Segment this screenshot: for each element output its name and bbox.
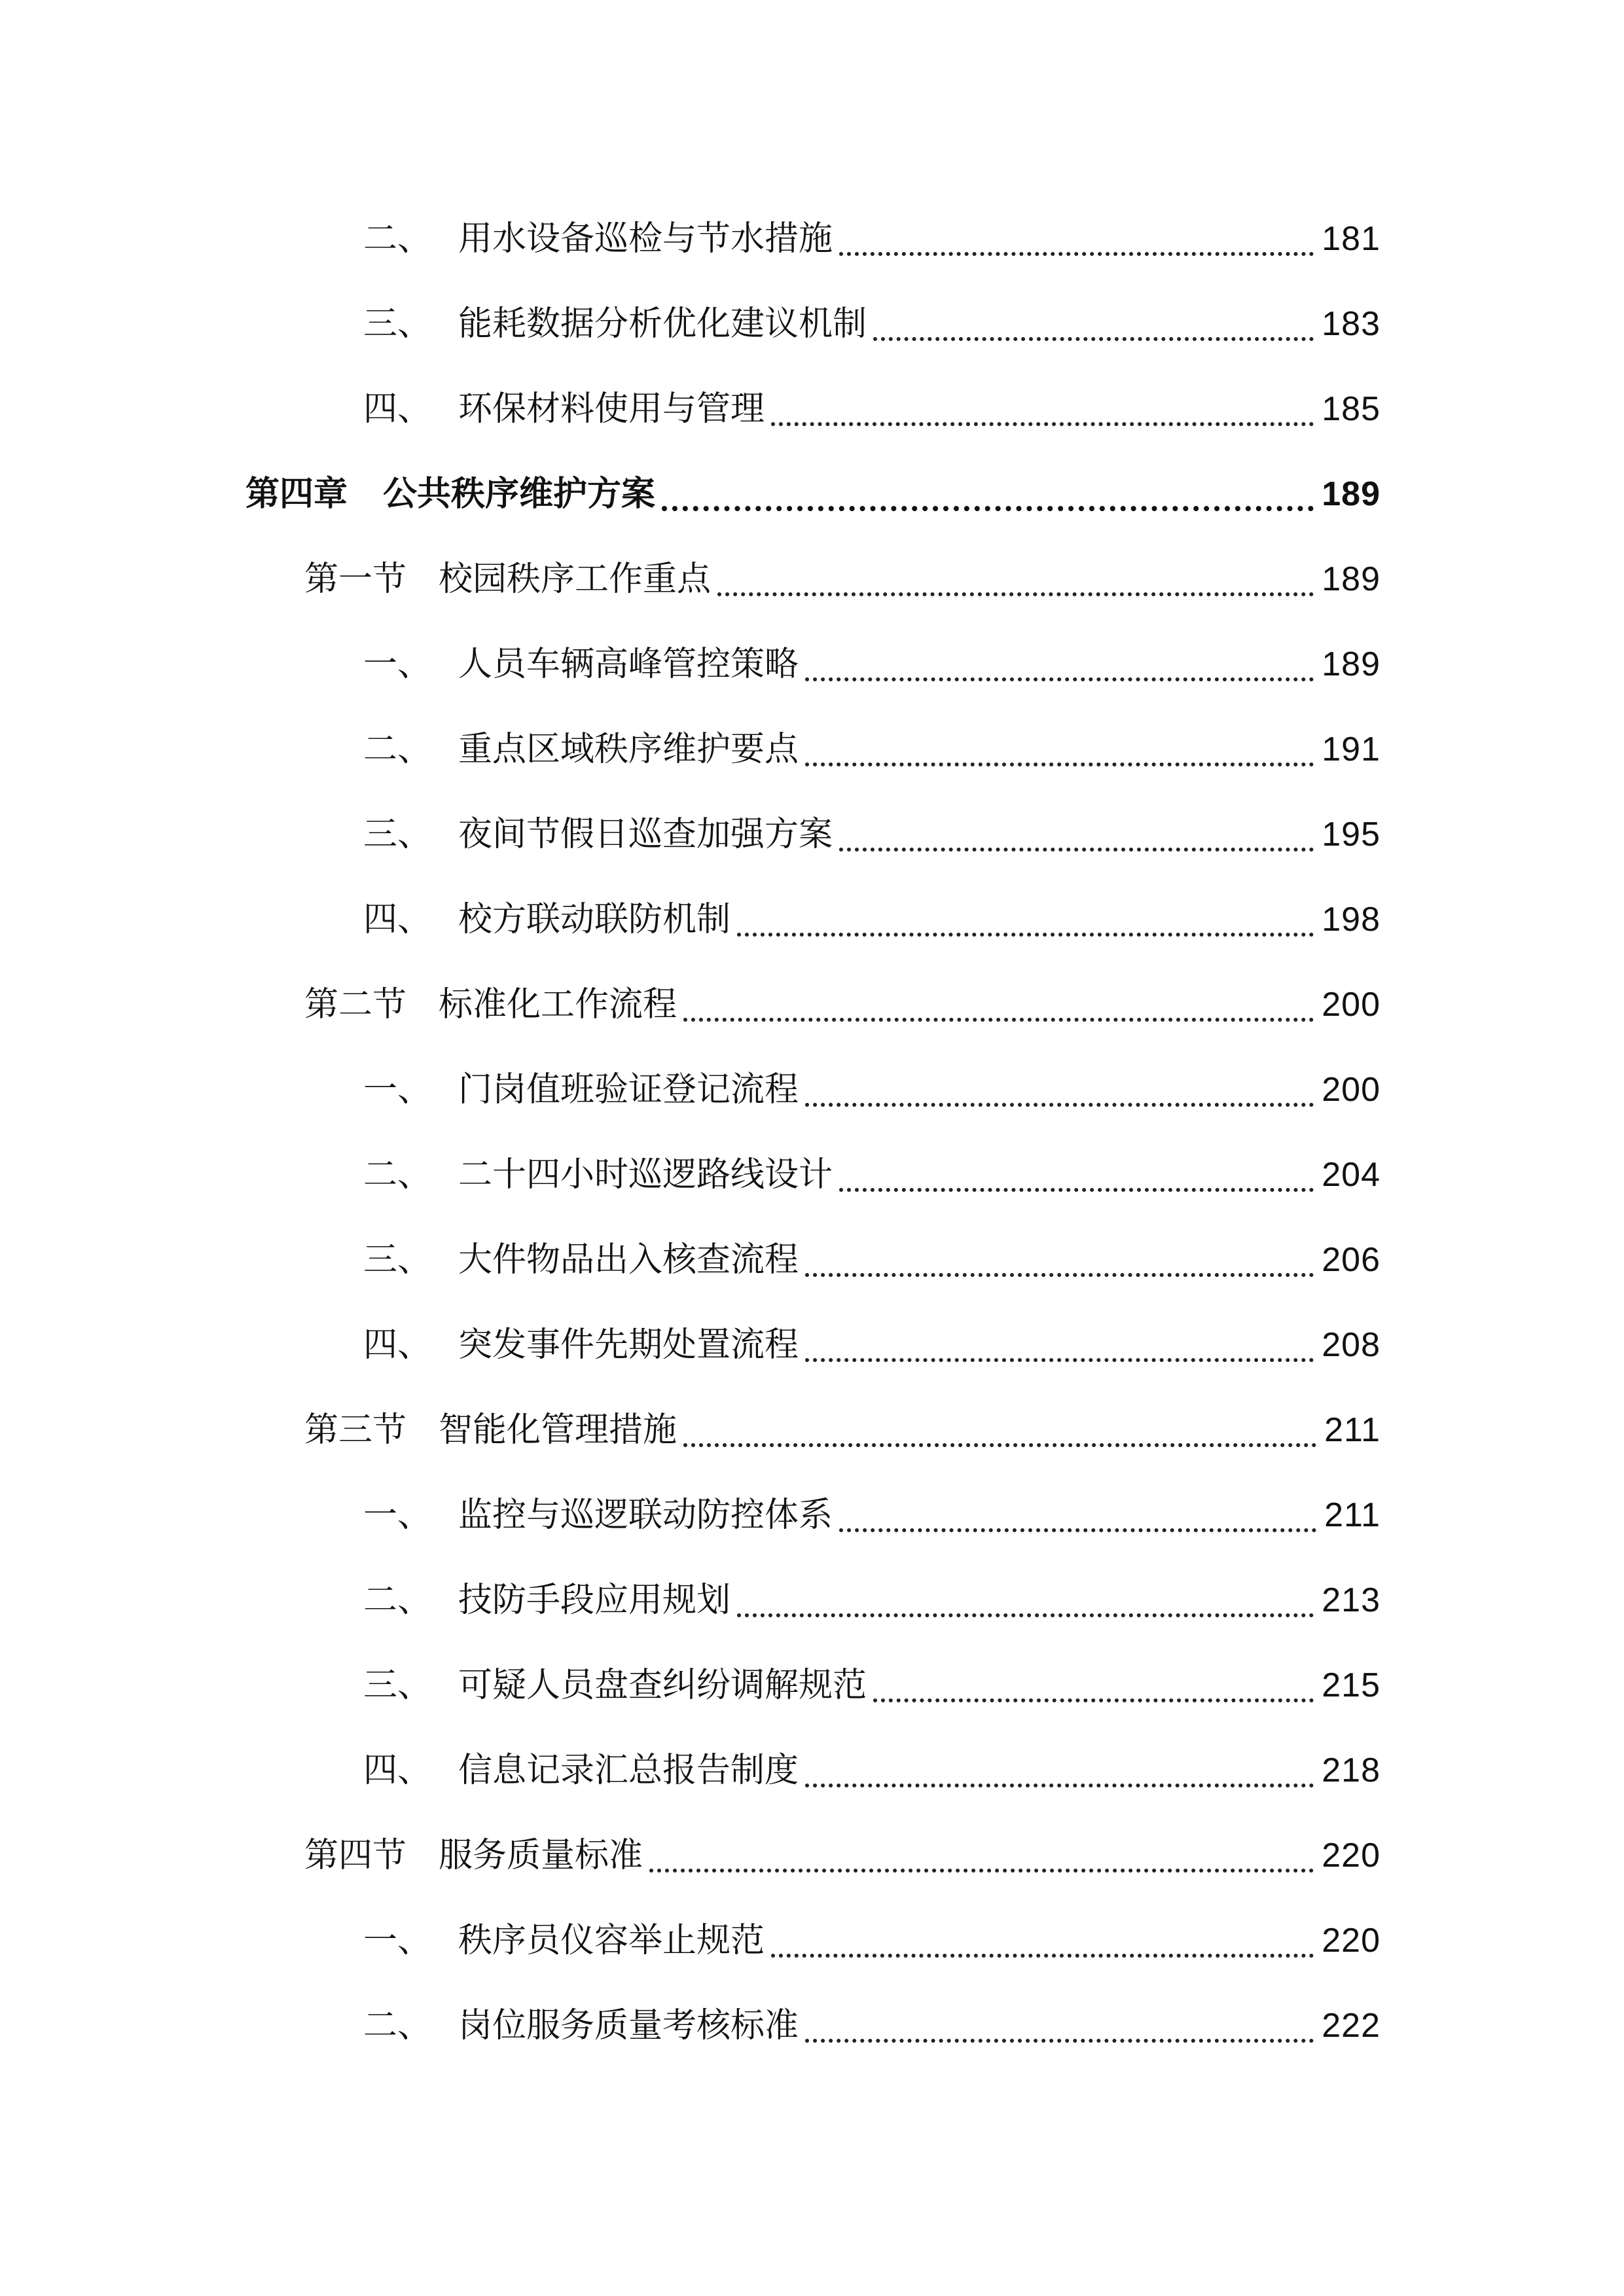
toc-section-entry[interactable] [304, 1404, 1380, 1456]
toc-entry[interactable] [363, 723, 1380, 776]
toc-entry-title: 标准化工作流程 [439, 985, 677, 1024]
toc-entry-title: 公共秩序维护方案 [383, 475, 656, 514]
toc-entry-title: 大件物品出入核查流程 [458, 1240, 799, 1280]
toc-entry-page: 200 [1322, 986, 1380, 1024]
toc-entry[interactable] [363, 638, 1380, 691]
toc-entry-page: 200 [1322, 1071, 1380, 1109]
toc-entry-number: 二、 [363, 730, 432, 769]
toc-entry-title: 重点区域秩序维护要点 [458, 730, 799, 769]
toc-entry[interactable] [363, 213, 1380, 265]
toc-entry-page: 185 [1322, 390, 1380, 428]
toc-entry-page: 198 [1322, 901, 1380, 939]
toc-section-entry[interactable] [304, 978, 1380, 1031]
toc-entry[interactable] [363, 1744, 1380, 1797]
toc-entry-page: 211 [1324, 1411, 1380, 1449]
toc-chapter-entry[interactable] [245, 468, 1380, 520]
toc-entry-number: 三、 [363, 1666, 432, 1705]
dot-leader [683, 1443, 1316, 1447]
toc-entry[interactable] [363, 1914, 1380, 1967]
toc-entry-title: 信息记录汇总报告制度 [458, 1751, 799, 1790]
toc-entry-number: 第二节 [304, 985, 407, 1024]
toc-entry-number: 第四节 [304, 1836, 407, 1875]
toc-entry-number: 二、 [363, 219, 432, 259]
toc-entry-number: 三、 [363, 815, 432, 854]
toc-entry-title: 夜间节假日巡查加强方案 [458, 815, 833, 854]
toc-entry-number: 一、 [363, 645, 432, 684]
toc-entry-page: 211 [1324, 1496, 1380, 1534]
dot-leader [805, 1103, 1314, 1107]
dot-leader [805, 2039, 1314, 2043]
toc-entry-number: 二、 [363, 2006, 432, 2045]
toc-entry-page: 181 [1322, 220, 1380, 258]
toc-entry-page: 189 [1322, 475, 1380, 513]
toc-entry-title: 能耗数据分析优化建议机制 [458, 304, 867, 344]
dot-leader [839, 1188, 1314, 1192]
toc-entry-number: 二、 [363, 1581, 432, 1620]
dot-leader [683, 1018, 1314, 1022]
toc-entry-title: 门岗值班验证登记流程 [458, 1070, 799, 1109]
toc-entry-title: 服务质量标准 [439, 1836, 643, 1875]
toc-entry-number: 第三节 [304, 1410, 407, 1450]
toc-entry[interactable] [363, 1574, 1380, 1626]
toc-section-entry[interactable] [304, 553, 1380, 605]
toc-entry-page: 220 [1322, 1837, 1380, 1874]
dot-leader [717, 592, 1314, 596]
toc-entry[interactable] [363, 1064, 1380, 1116]
toc-entry-number: 三、 [363, 304, 432, 344]
toc-entry-page: 222 [1322, 2007, 1380, 2045]
toc-entry-title: 秩序员仪容举止规范 [458, 1921, 765, 1960]
toc-entry-title: 人员车辆高峰管控策略 [458, 645, 799, 684]
dot-leader [839, 252, 1314, 256]
toc-entry-title: 技防手段应用规划 [458, 1581, 731, 1620]
toc-entry[interactable] [363, 298, 1380, 350]
toc-entry-title: 岗位服务质量考核标准 [458, 2006, 799, 2045]
dot-leader [873, 337, 1314, 341]
toc-entry-title: 用水设备巡检与节水措施 [458, 219, 833, 259]
toc-entry-title: 环保材料使用与管理 [458, 389, 765, 429]
dot-leader [737, 933, 1314, 937]
toc-entry[interactable] [363, 893, 1380, 946]
toc-entry-page: 220 [1322, 1922, 1380, 1960]
dot-leader [805, 1358, 1314, 1362]
dot-leader [662, 506, 1314, 511]
toc-entry-page: 215 [1322, 1666, 1380, 1704]
toc-entry-number: 四、 [363, 1325, 432, 1365]
dot-leader [805, 677, 1314, 681]
toc-entry-number: 一、 [363, 1921, 432, 1960]
toc-entry-number: 一、 [363, 1070, 432, 1109]
toc-section-entry[interactable] [304, 1829, 1380, 1882]
toc-entry-title: 可疑人员盘查纠纷调解规范 [458, 1666, 867, 1705]
toc-entry-number: 第四章 [245, 475, 348, 514]
toc-entry-title: 二十四小时巡逻路线设计 [458, 1155, 833, 1194]
toc-entry-page: 204 [1322, 1156, 1380, 1194]
dot-leader [771, 1954, 1314, 1958]
dot-leader [839, 1528, 1316, 1532]
toc-entry-number: 四、 [363, 1751, 432, 1790]
toc-entry-number: 四、 [363, 900, 432, 939]
toc-entry[interactable] [363, 1234, 1380, 1286]
dot-leader [649, 1869, 1314, 1873]
toc-entry-number: 一、 [363, 1496, 432, 1535]
toc-entry-page: 191 [1322, 730, 1380, 768]
toc-entry-page: 218 [1322, 1751, 1380, 1789]
toc-entry-number: 第一节 [304, 560, 407, 599]
toc-entry-title: 突发事件先期处置流程 [458, 1325, 799, 1365]
toc-entry-title: 校园秩序工作重点 [439, 560, 712, 599]
toc-entry-number: 三、 [363, 1240, 432, 1280]
toc-entry-number: 二、 [363, 1155, 432, 1194]
toc-entry-page: 189 [1322, 560, 1380, 598]
toc-entry[interactable] [363, 808, 1380, 861]
dot-leader [805, 762, 1314, 766]
dot-leader [805, 1273, 1314, 1277]
toc-entry-title: 校方联动联防机制 [458, 900, 731, 939]
toc-entry-title: 智能化管理措施 [439, 1410, 677, 1450]
toc-entry-page: 195 [1322, 816, 1380, 853]
toc-entry-page: 189 [1322, 645, 1380, 683]
toc-entry-page: 208 [1322, 1326, 1380, 1364]
dot-leader [839, 848, 1314, 852]
toc-entry[interactable] [363, 1489, 1380, 1541]
toc-entry[interactable] [363, 1149, 1380, 1201]
toc-entry-title: 监控与巡逻联动防控体系 [458, 1496, 833, 1535]
toc-entry-page: 183 [1322, 305, 1380, 343]
toc-entry[interactable] [363, 383, 1380, 435]
dot-leader [873, 1698, 1314, 1702]
toc-entry-page: 213 [1322, 1581, 1380, 1619]
dot-leader [737, 1613, 1314, 1617]
toc-entry[interactable] [363, 2000, 1380, 2052]
toc-entry[interactable] [363, 1319, 1380, 1371]
dot-leader [771, 422, 1314, 426]
toc-entry-number: 四、 [363, 389, 432, 429]
dot-leader [805, 1784, 1314, 1787]
toc-entry-page: 206 [1322, 1241, 1380, 1279]
toc-entry[interactable] [363, 1659, 1380, 1712]
